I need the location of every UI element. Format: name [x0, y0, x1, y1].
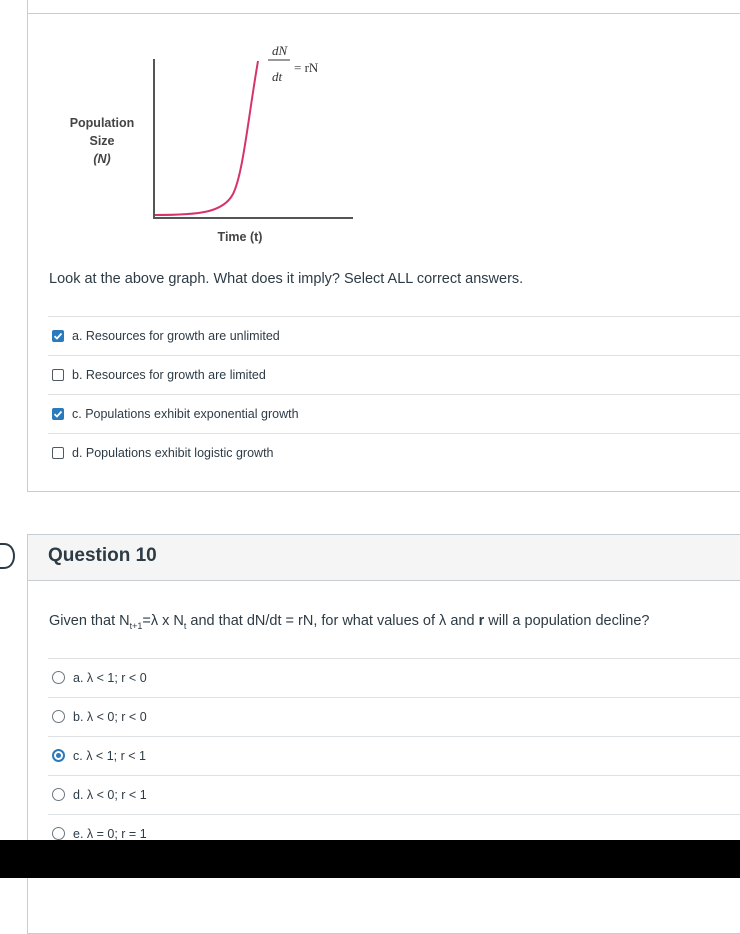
- answer-label: b. Resources for growth are limited: [72, 367, 266, 382]
- answer-10d[interactable]: [48, 775, 740, 813]
- answer-label: a. Resources for growth are unlimited: [72, 328, 280, 343]
- checkbox-icon[interactable]: [52, 408, 64, 420]
- answer-9c[interactable]: [48, 394, 740, 432]
- answer-10a[interactable]: [48, 658, 740, 696]
- radio-icon[interactable]: [52, 827, 65, 840]
- question-9-prompt: Look at the above graph. What does it imply? Select ALL correct answers.: [49, 271, 524, 287]
- question-9-card: [27, 0, 740, 492]
- y-axis-label-line1: Population: [69, 116, 135, 130]
- prompt-text: Given that N: [49, 613, 130, 629]
- answer-9a[interactable]: [48, 316, 740, 354]
- answer-label: d. Populations exhibit logistic growth: [72, 445, 274, 460]
- x-axis-label: Time (t): [217, 230, 263, 244]
- answer-9d[interactable]: [48, 433, 740, 471]
- radio-icon[interactable]: [52, 788, 65, 801]
- prompt-text: and that dN/dt = rN, for what values of λ and: [186, 613, 479, 629]
- equation-denominator: dt: [272, 69, 283, 84]
- exponential-growth-graph: [28, 0, 428, 259]
- radio-icon[interactable]: [52, 671, 65, 684]
- answer-label: a. λ < 1; r < 0: [73, 670, 147, 685]
- y-axis-label-line2: Size: [89, 134, 115, 148]
- checkbox-icon[interactable]: [52, 369, 64, 381]
- answer-9b[interactable]: [48, 355, 740, 393]
- question-10-prompt: [49, 613, 649, 631]
- answer-label: d. λ < 0; r < 1: [73, 787, 147, 802]
- radio-icon[interactable]: [52, 710, 65, 723]
- flag-question-icon[interactable]: [0, 538, 16, 574]
- radio-icon[interactable]: [52, 749, 65, 762]
- question-10-header: [28, 535, 740, 581]
- answer-10b[interactable]: [48, 697, 740, 735]
- question-title: Question 10: [48, 545, 157, 566]
- answer-label: b. λ < 0; r < 0: [73, 709, 147, 724]
- prompt-text: will a population decline?: [484, 613, 650, 629]
- growth-curve: [155, 61, 258, 215]
- checkbox-icon[interactable]: [52, 330, 64, 342]
- prompt-bold-r: r: [478, 613, 485, 629]
- answer-label: c. λ < 1; r < 1: [73, 748, 146, 763]
- equation-numerator: dN: [272, 43, 288, 58]
- answer-label: c. Populations exhibit exponential growth: [72, 406, 299, 421]
- y-axis-label-line3: (N): [93, 152, 111, 166]
- prompt-subscript: t: [183, 620, 187, 631]
- prompt-subscript: t+1: [129, 620, 143, 631]
- prompt-text: =λ x N: [142, 613, 184, 629]
- checkbox-icon[interactable]: [52, 447, 64, 459]
- bottom-black-bar: [0, 840, 740, 878]
- answer-10c[interactable]: [48, 736, 740, 774]
- answer-label: e. λ = 0; r = 1: [73, 826, 147, 841]
- equation-rhs: = rN: [294, 60, 319, 75]
